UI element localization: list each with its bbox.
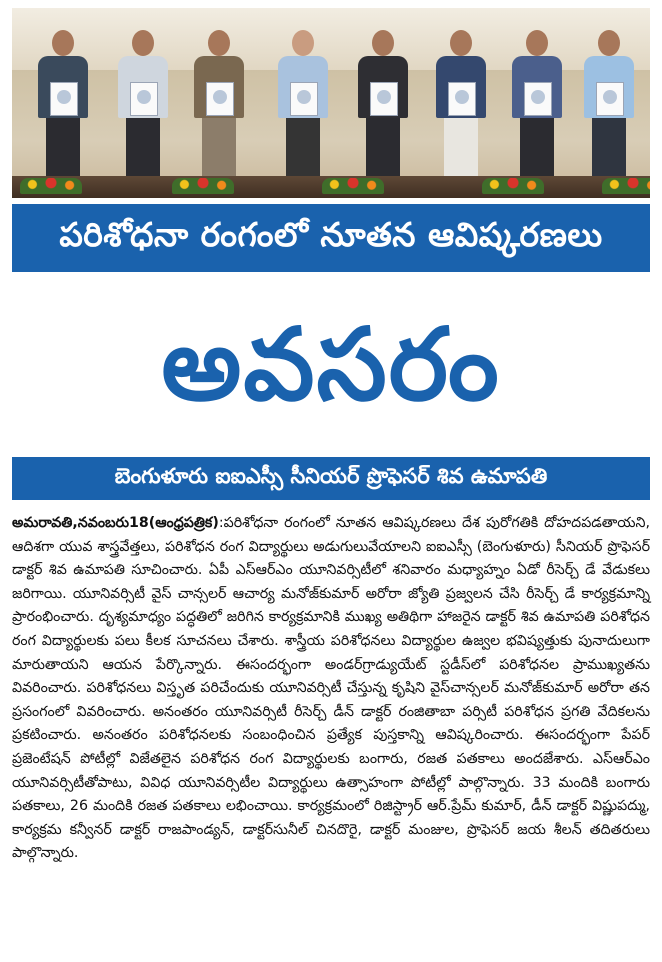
headline-banner [12, 204, 650, 272]
flower-bouquet [172, 178, 234, 194]
person-figure [188, 30, 250, 190]
subheadline-banner [12, 457, 650, 500]
person-figure [352, 30, 414, 190]
article-text: :పరిశోధనా రంగంలో నూతన ఆవిష్కరణలు దేశ పురోగతికి దోహదపడతాయని, ఆదిశగా యువ శాస్త్రవేత్తలు, పరిశోధన రంగ విద్యార్థులు అడుగులువేయాలని ఐఐఎస్సీ (బెంగుళూరు) సీనియర్ ప్రొఫెసర్ డాక్టర్ శివ ఉమాపతి సూచించారు. ఏపీ ఎస్ఆర్ఎం యూనివర్సిటీలో శనివారం మధ్యాహ్నం ఏడో రీసెర్చ్ డే వేడుకలు జరిగాయి. యూనివర్సిటీ వైస్ చాన్సలర్ ఆచార్య మనోజ్‌కుమార్ అరోరా జ్యోతి ప్రజ్వలన చేసి రీసెర్చ్ డే కార్యక్రమాన్ని ప్రారంభించారు. దృశ్యమాధ్యం పద్ధతిలో జరిగిన కార్యక్రమానికి ముఖ్య అతిథిగా హాజరైన డాక్టర్ శివ ఉమాపతి పరిశోధన రంగ విద్యార్థులకు పలు కీలక సూచనలు చేశారు. శాస్త్రీయ పరిశోధనలు విద్యార్థుల ఉజ్వల భవిష్యత్తుకు పునాదులుగా మారుతాయని ఆయన పేర్కొన్నారు. ఈసందర్భంగా అండర్‌గ్రాడ్యుయేట్ స్టడీస్‌లో పరిశోధనల ప్రాముఖ్యతను వివరించారు. పరిశోధనలు విస్తృత పరిచేందుకు యూనివర్సిటీ చేస్తున్న కృషిని వైస్‌చాన్సలర్ మనోజ్‌కుమార్ అరోరా తన ప్రసంగంలో వివరించారు. అనంతరం యూనివర్సిటీ రీసెర్చ్ డీన్ డాక్టర్ రంజితాబా పర్సిటీ పరిశోధన ప్రగతి వేదికలను ప్రకటించారు. అనంతరం పరిశోధనలకు సంబంధించిన ప్రత్యేక పుస్తకాన్ని ఆవిష్కరించారు. ఈసందర్భంగా పేపర్ ప్రజెంటేషన్ పోటీల్లో విజేతలైన పరిశోధన రంగ విద్యార్థులకు బంగారు, రజత పతకాలు అందజేశారు. ఎస్ఆర్ఎం యూనివర్సిటీతోపాటు, వివిధ యూనివర్సిటీల విద్యార్థులు ఉత్సాహంగా పోటీల్లో పాల్గొన్నారు. 33 మందికి బంగారు పతకాలు, 26 మందికి రజత పతకాలు లభించాయి. కార్యక్రమంలో రిజిస్ట్రార్ ఆర్.ప్రేమ్ కుమార్, డీన్ డాక్టర్ విష్ణుపద్ము, కార్యక్రమ కన్వీనర్ డాక్టర్ రాజపాండ్యన్, డాక్టర్‌సునీల్ చినదొరై, డాక్టర్ మంజుల, ప్రొఫెసర్ జయ శీలన్ తదితరులు పాల్గొన్నారు. [12, 515, 650, 862]
flower-bouquet [482, 178, 544, 194]
subheadline-text: బెంగుళూరు ఐఐఎస్సీ సీనియర్ ప్రొఫెసర్ శివ ఉమాపతి [114, 463, 548, 488]
person-figure [578, 30, 640, 190]
flower-bouquet [602, 178, 650, 194]
flower-bouquet [322, 178, 384, 194]
headline-text: పరిశోధనా రంగంలో నూతన ఆవిష్కరణలు [59, 214, 603, 254]
flower-bouquet [20, 178, 82, 194]
person-figure [112, 30, 174, 190]
person-figure [430, 30, 492, 190]
article-dateline: అమరావతి,నవంబరు18(ఆంధ్రపత్రిక) [12, 515, 219, 531]
person-figure [32, 30, 94, 190]
article-body [12, 512, 650, 866]
person-figure [506, 30, 568, 190]
person-figure [272, 30, 334, 190]
big-word: అవసరం [161, 306, 501, 423]
event-photo [12, 8, 650, 198]
